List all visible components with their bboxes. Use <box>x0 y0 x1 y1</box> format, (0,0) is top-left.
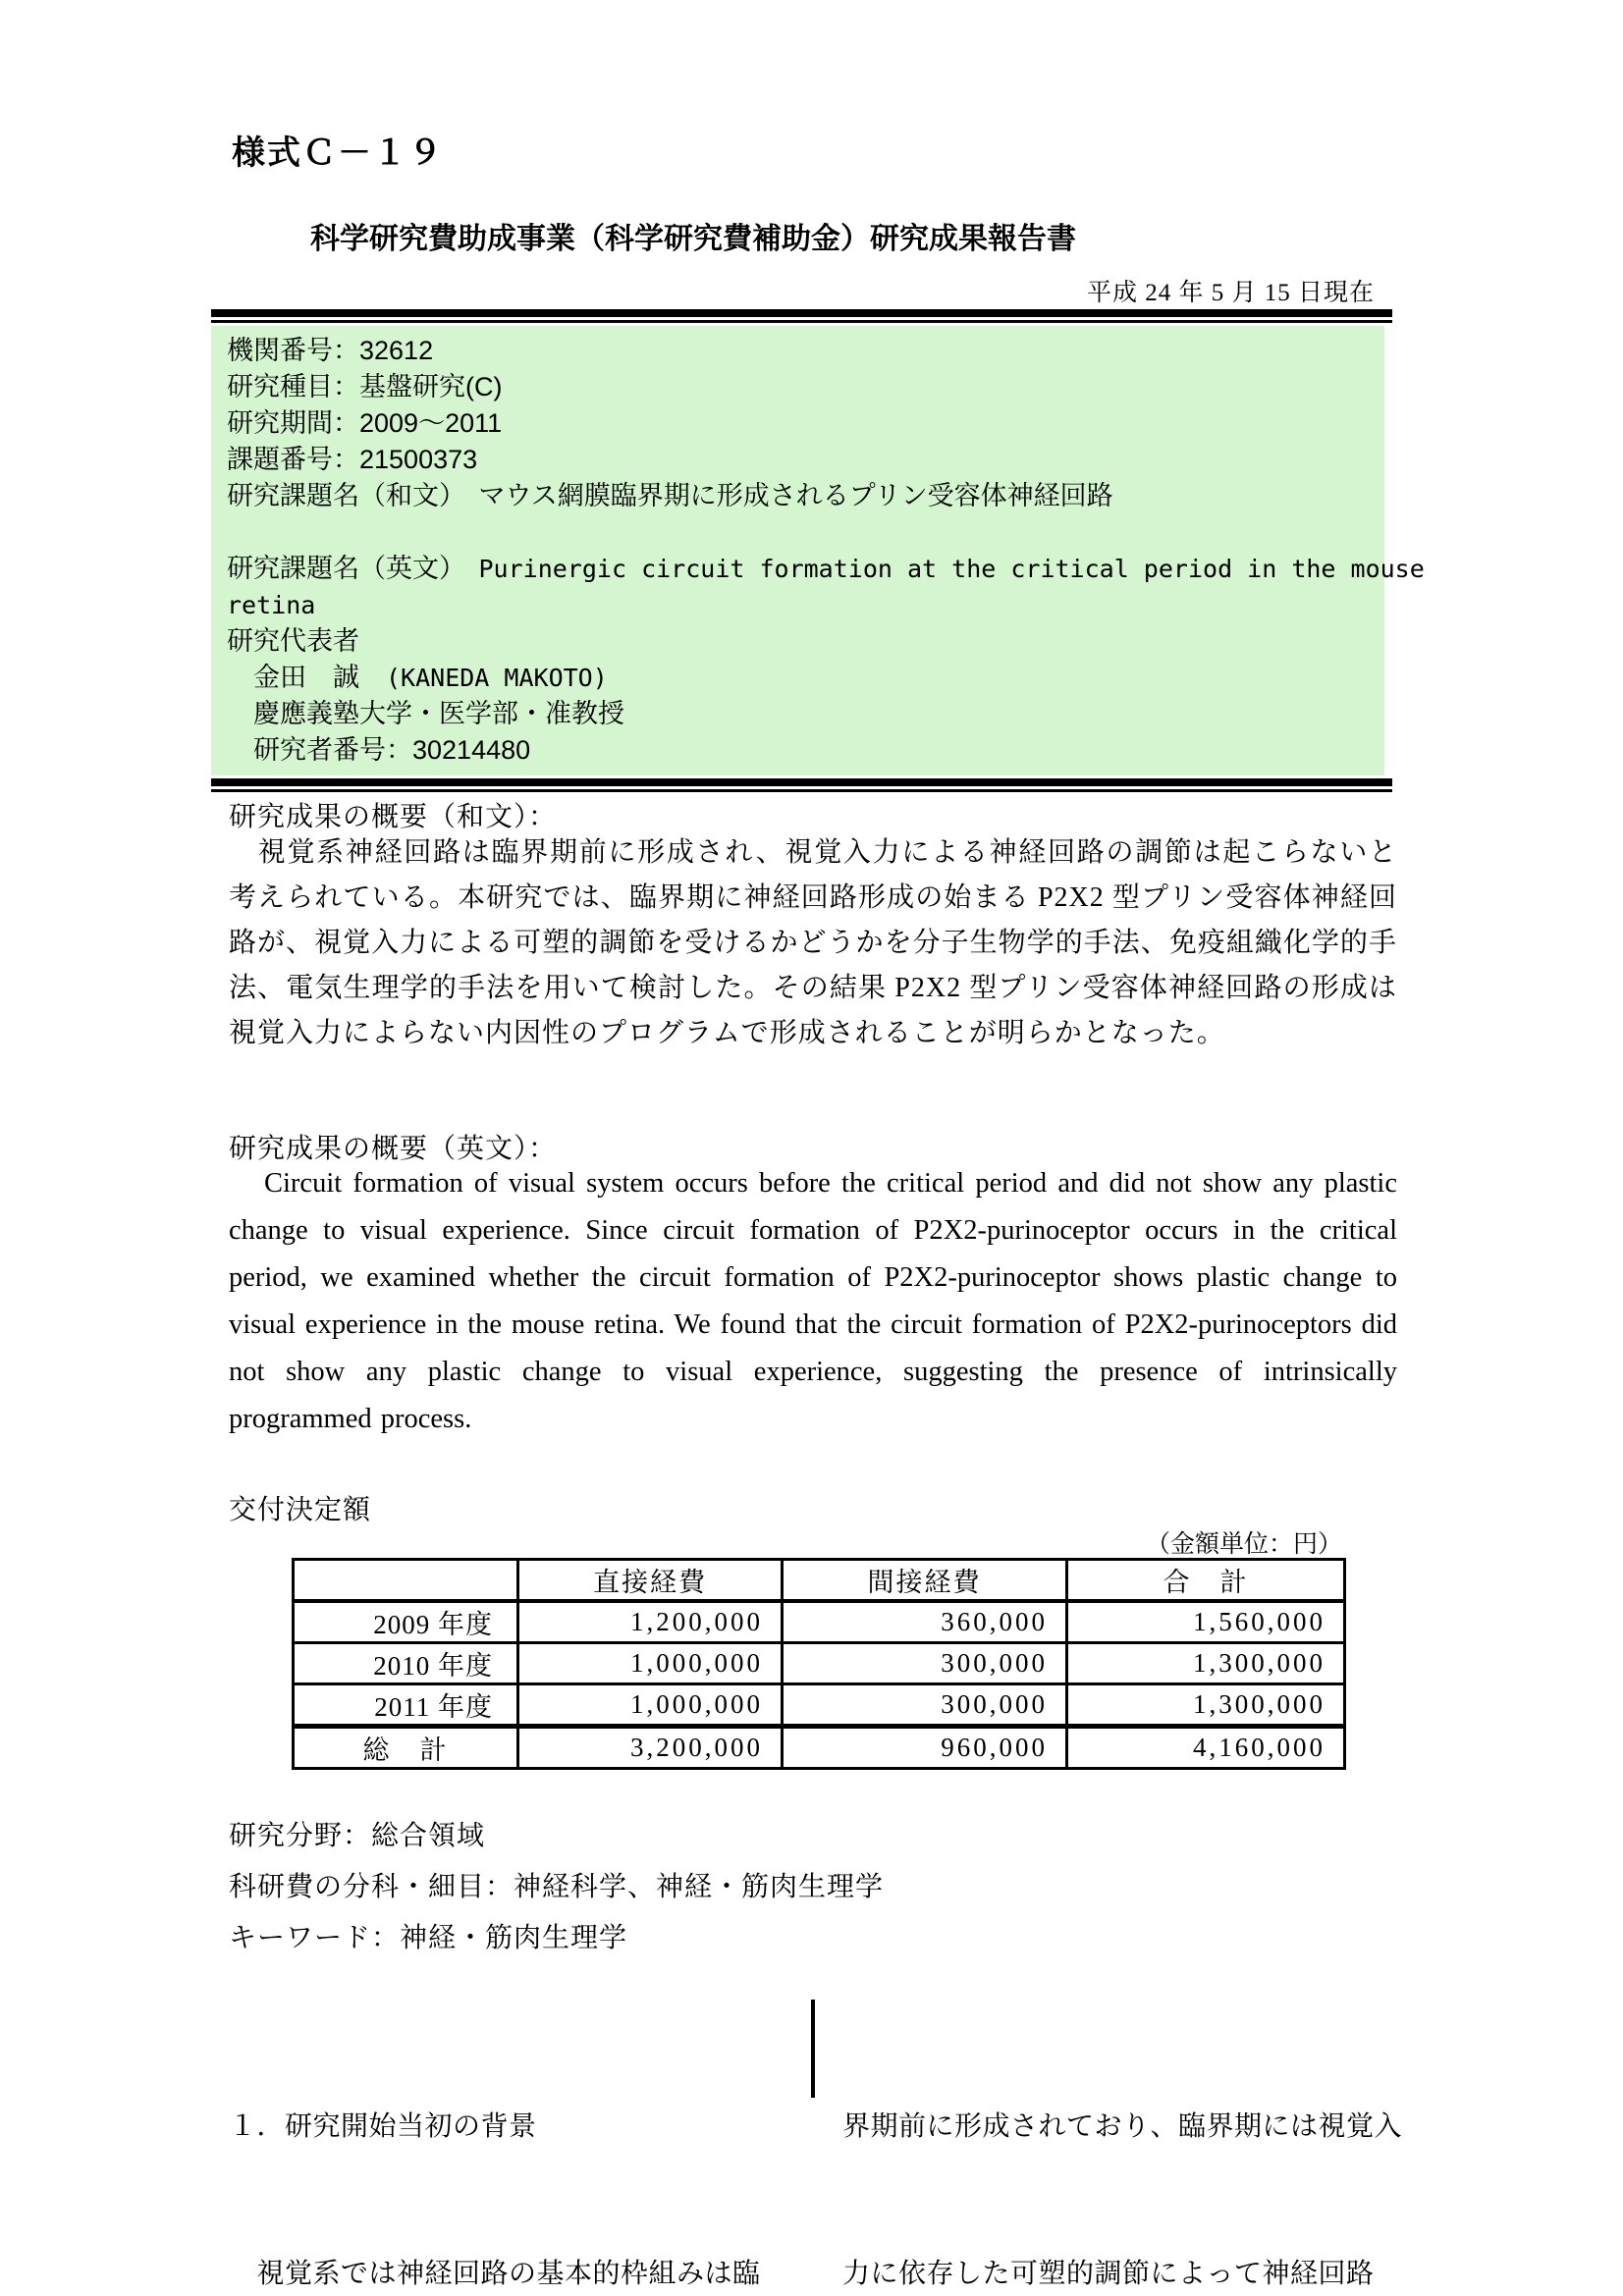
project-info-box <box>211 326 1425 775</box>
info-line-pi-label <box>227 623 1369 660</box>
funding-row-2010 <box>294 1643 1345 1684</box>
funding-direct: 3,200,000 <box>518 1727 783 1769</box>
info-line-text: 研究者番号：30214480 <box>227 735 531 765</box>
funding-direct: 1,000,000 <box>518 1684 783 1727</box>
funding-direct: 1,000,000 <box>518 1643 783 1684</box>
info-line-title-en-cont <box>227 587 1369 623</box>
date-note: 平成 24 年 5 月 15 日現在 <box>1086 280 1375 306</box>
funding-indirect: 960,000 <box>783 1727 1067 1769</box>
funding-total-label: 総 計 <box>294 1727 518 1769</box>
funding-unit-note: （金額単位：円） <box>1145 1531 1342 1558</box>
section1-right-line: 力に依存した可塑的調節によって神経回路 <box>842 2259 1375 2289</box>
info-line-institution <box>227 333 1369 369</box>
funding-total: 1,300,000 <box>1067 1684 1345 1727</box>
funding-year: 2011 年度 <box>294 1684 518 1727</box>
info-line-pi-affiliation <box>227 696 1369 732</box>
info-line-title-en <box>227 551 1425 587</box>
funding-row-grand-total <box>294 1727 1345 1769</box>
info-line-text-en: Purinergic circuit formation at the critical period in the mouse <box>478 555 1425 583</box>
info-line-text: 研究課題名（英文） <box>227 554 479 583</box>
funding-total: 1,560,000 <box>1067 1601 1345 1643</box>
form-code: 様式Ｃ－１９ <box>232 134 444 172</box>
funding-section-label: 交付決定額 <box>229 1495 372 1525</box>
funding-year: 2009 年度 <box>294 1601 518 1643</box>
research-field: 研究分野：総合領域 <box>229 1821 486 1851</box>
funding-header-total: 合 計 <box>1067 1560 1345 1602</box>
info-line-title-ja <box>227 478 1369 514</box>
info-line-pi-name <box>227 660 1369 696</box>
funding-header-cell <box>294 1560 518 1602</box>
section1-left-column <box>229 2004 803 2296</box>
info-line-text: 課題番号：21500373 <box>227 445 478 474</box>
info-line-text: 研究期間：2009～2011 <box>227 408 503 438</box>
info-line-blank <box>227 514 1369 551</box>
section1-right-column <box>842 2004 1427 2296</box>
info-line-project-number <box>227 442 1369 478</box>
funding-indirect: 360,000 <box>783 1601 1067 1643</box>
funding-header-indirect: 間接経費 <box>783 1560 1067 1602</box>
abstract-jp-body: 視覚系神経回路は臨界期前に形成され、視覚入力による神経回路の調節は起こらないと考えられている。本研究では、臨界期に神経回路形成の始まる P2X2 型プリン受容体神経回路が、視覚入力による可塑的調節を受けるかどうかを分子生物学的手法、免疫組織化学的手法、電気生理学的手法を用いて検討した。その結果 P2X2 型プリン受容体神経回路の形成は視覚入力によらない内因性のプログラムで形成されることが明らかとなった。 <box>229 837 1397 1048</box>
abstract-en-heading: 研究成果の概要（英文）： <box>229 1134 558 1164</box>
info-line-period <box>227 405 1369 442</box>
funding-total: 1,300,000 <box>1067 1643 1345 1684</box>
info-line-text-en: retina <box>227 591 316 619</box>
info-line-pi-number <box>227 732 1369 769</box>
section1-left-line: 視覚系では神経回路の基本的枠組みは臨 <box>229 2259 761 2289</box>
info-line-text: 機関番号：32612 <box>227 336 434 365</box>
field-info-block <box>229 1811 884 1964</box>
abstract-en-body: Circuit formation of visual system occurs before the critical period and did not show any plastic change to visual experience. Since circuit formation of P2X2-purinoceptor occurs in the critical period, we examined whether the circuit formation of P2X2-purinoceptor shows plastic change to visual experience in the mouse retina. We found that the circuit formation of P2X2-purinoceptors did not show any plastic change to visual experience, suggesting the presence of intrinsically programmed process. <box>229 1168 1397 1434</box>
funding-indirect: 300,000 <box>783 1643 1067 1684</box>
funding-header-row <box>294 1560 1345 1602</box>
section1-heading: １．研究開始当初の背景 <box>229 2111 537 2142</box>
keywords: キーワード：神経・筋肉生理学 <box>229 1923 628 1953</box>
funding-row-2011 <box>294 1684 1345 1727</box>
funding-table <box>292 1558 1346 1770</box>
funding-row-2009 <box>294 1601 1345 1643</box>
funding-indirect: 300,000 <box>783 1684 1067 1727</box>
info-line-text: 研究課題名（和文） マウス網膜臨界期に形成されるプリン受容体神経回路 <box>227 481 1113 510</box>
funding-year: 2010 年度 <box>294 1643 518 1684</box>
funding-direct: 1,200,000 <box>518 1601 783 1643</box>
double-rule-mid <box>211 778 1392 792</box>
info-line-text: 金田 誠 <box>227 663 386 692</box>
document-title: 科学研究費助成事業（科学研究費補助金）研究成果報告書 <box>310 223 1076 255</box>
column-divider <box>811 2000 815 2098</box>
info-line-text-en: (KANEDA MAKOTO) <box>386 664 608 692</box>
kakenhi-category: 科研費の分科・細目：神経科学、神経・筋肉生理学 <box>229 1872 885 1902</box>
info-line-text: 研究代表者 <box>227 626 359 656</box>
section1-right-line: 界期前に形成されており、臨界期には視覚入 <box>842 2111 1403 2142</box>
info-line-text: 研究種目：基盤研究(C) <box>227 372 503 401</box>
abstract-jp-heading: 研究成果の概要（和文）： <box>229 802 558 832</box>
double-rule-top <box>211 309 1392 323</box>
funding-header-direct: 直接経費 <box>518 1560 783 1602</box>
info-line-category <box>227 369 1369 405</box>
funding-total: 4,160,000 <box>1067 1727 1345 1769</box>
info-line-text: 慶應義塾大学・医学部・准教授 <box>227 699 624 728</box>
